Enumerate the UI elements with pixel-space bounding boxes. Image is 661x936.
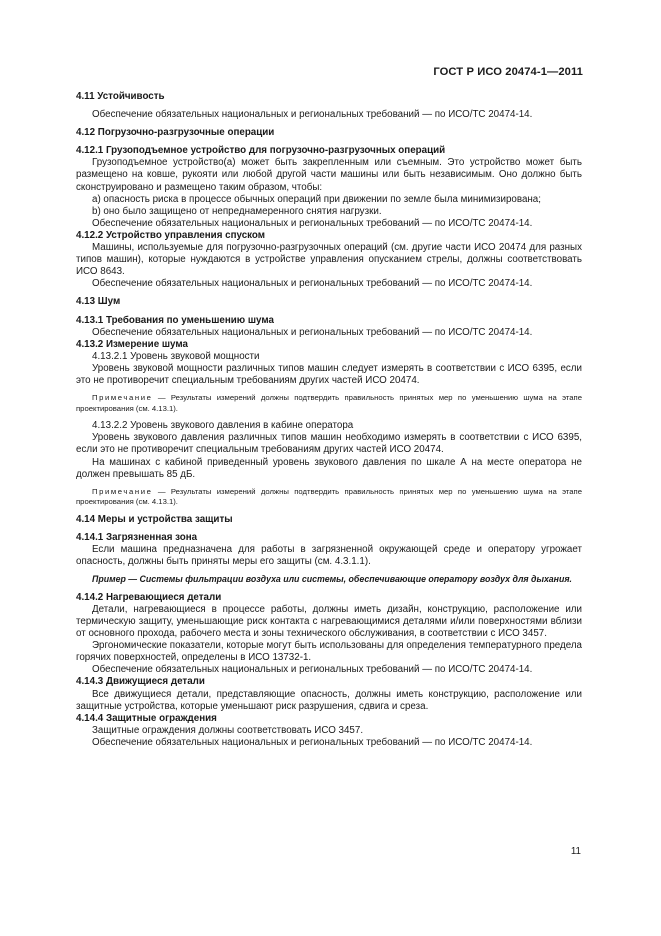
paragraph: Обеспечение обязательных национальных и региональных требований — по ИСО/ТС 20474-14. [92,736,533,748]
section-heading: 4.11 Устойчивость [76,91,165,102]
section-heading: 4.14.3 Движущиеся детали [76,676,205,688]
section-heading: 4.14.4 Защитные ограждения [76,712,217,724]
section-heading: 4.12 Погрузочно-разгрузочные операции [76,127,275,139]
paragraph: Уровень звукового давления различных типов машин необходимо измерять в соответствии с ИСО 6395, если это не противоречит специальным требованиям других частей ИСО 20474. [76,432,582,456]
paragraph: Обеспечение обязательных национальных и региональных требований — по ИСО/ТС 20474-14. [92,109,533,121]
section-heading: 4.13.1 Требования по уменьшению шума [76,314,274,326]
note-label: Примечание [92,486,153,496]
section-heading: 4.14.1 Загрязненная зона [76,532,198,543]
paragraph: 4.13.2.1 Уровень звуковой мощности [92,350,260,362]
paragraph: Все движущиеся детали, представляющие опасность, должны иметь конструкцию, расположение или защитные устройства, которые уменьшают риск разрушения, сдвига и среза. [76,688,582,712]
paragraph: Машины, используемые для погрузочно-разгрузочных операций (см. другие части ИСО 20474 для разных типов машин), которые нуждаются в устройстве управления опусканием стрелы, должны соответствовать ИСО 8643. [76,242,582,278]
paragraph: На машинах с кабиной приведенный уровень звукового давления по шкале А на месте оператора не должен превышать 85 дБ. [76,456,582,480]
note-label: Примечание [92,393,153,403]
page-number: 11 [570,846,581,857]
paragraph: Грузоподъемное устройство(а) может быть закрепленным или съемным. Это устройство может быть размещено на ковше, рукояти или любой другой части машины или быть независимым. Оно должно быть сконструировано и размещено таким образом, чтобы: [76,157,582,193]
section-heading: 4.13 Шум [76,296,121,308]
note [76,487,582,508]
note [76,393,582,414]
paragraph: Обеспечение обязательных национальных и региональных требований — по ИСО/ТС 20474-14. [92,217,533,229]
section-heading: 4.13.2 Измерение шума [76,338,188,350]
paragraph: 4.13.2.2 Уровень звукового давления в кабине оператора [92,420,354,432]
paragraph: Обеспечение обязательных национальных и региональных требований — по ИСО/ТС 20474-14. [92,326,533,338]
paragraph: Детали, нагревающиеся в процессе работы, должны иметь дизайн, конструкцию, расположение или термическую защиту, уменьшающие риск контакта с нагревающимися деталями и/или поверхностями вблизи от основного прохода, рабочего места и зоны технического обслуживания, в соответствии с ИСО 3457. [76,603,582,640]
note-text: — Результаты измерений должны подтвердить правильность принятых мер по уменьшению шума на этапе проектирования (см. 4.13.1). [76,486,582,507]
example-note: Пример — Системы фильтрации воздуха или системы, обеспечивающие оператору воздух для дыхания. [92,574,572,585]
section-heading: 4.12.1 Грузоподъемное устройство для погрузочно-разгрузочных операций [76,145,446,157]
paragraph: Обеспечение обязательных национальных и региональных требований — по ИСО/ТС 20474-14. [92,278,533,290]
paragraph: a) опасность риска в процессе обычных операций при движении по земле была минимизирована; [92,193,541,205]
document-body [76,91,582,749]
section-heading: 4.14 Меры и устройства защиты [76,513,233,525]
section-heading: 4.12.2 Устройство управления спуском [76,229,266,241]
paragraph: Защитные ограждения должны соответствовать ИСО 3457. [92,724,364,736]
paragraph: Если машина предназначена для работы в загрязненной окружающей среде и оператору угрожает опасность, должны быть приняты меры его защиты (см. 4.3.1.1). [76,544,582,568]
paragraph: Обеспечение обязательных национальных и региональных требований — по ИСО/ТС 20474-14. [92,664,533,676]
paragraph: Эргономические показатели, которые могут быть использованы для определения температурного предела горячих поверхностей, определены в ИСО 13732-1. [76,640,582,664]
standard-header: ГОСТ Р ИСО 20474-1—2011 [433,66,583,78]
paragraph: b) оно было защищено от непреднамеренного снятия нагрузки. [92,205,382,217]
section-heading: 4.14.2 Нагревающиеся детали [76,591,222,603]
paragraph: Уровень звуковой мощности различных типов машин следует измерять в соответствии с ИСО 6395, если это не противоречит специальным требованиям других частей ИСО 20474. [76,362,582,386]
note-text: — Результаты измерений должны подтвердить правильность принятых мер по уменьшению шума на этапе проектирования (см. 4.13.1). [76,393,582,413]
